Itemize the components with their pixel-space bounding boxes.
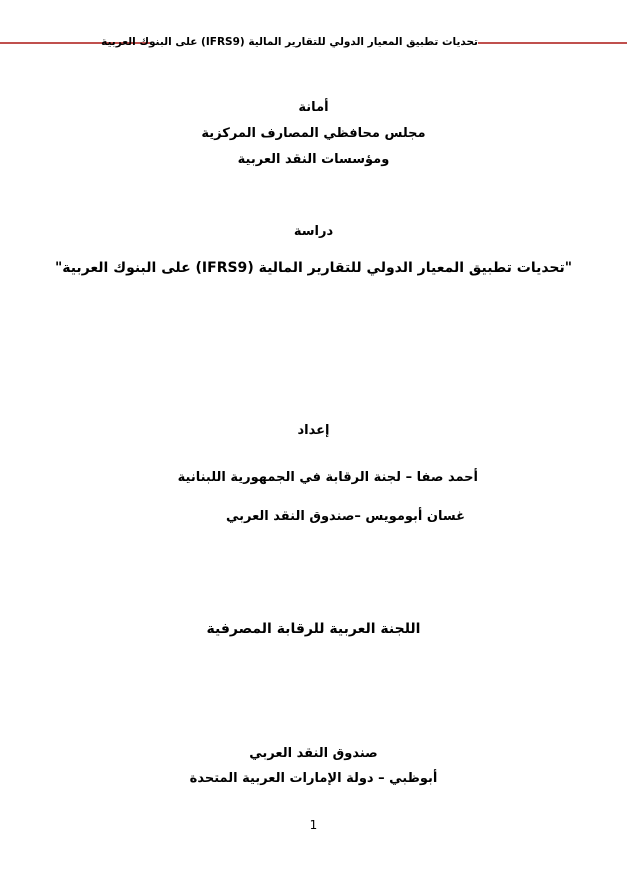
publisher-name: صندوق النقد العربي bbox=[249, 746, 378, 761]
study-title: "تحديات تطبيق المعيار الدولي للتقارير المالية (IFRS9) على البنوك العربية" bbox=[54, 260, 573, 276]
running-header: تحديات تطبيق المعيار الدولي للتقارير المالية (IFRS9) على البنوك العربية bbox=[101, 36, 478, 48]
header-rule-right bbox=[476, 42, 627, 44]
author-1: أحمد صفا – لجنة الرقابة في الجمهورية اللبنانية bbox=[177, 470, 478, 485]
study-label: دراسة bbox=[293, 224, 334, 239]
publisher-location: أبوظبي – دولة الإمارات العربية المتحدة bbox=[189, 771, 438, 786]
prepared-by-label: إعداد bbox=[297, 423, 330, 438]
council-name: مجلس محافظي المصارف المركزية bbox=[201, 126, 426, 141]
institutions-name: ومؤسسات النقد العربية bbox=[237, 152, 390, 167]
page-number: 1 bbox=[309, 818, 318, 832]
committee-name: اللجنة العربية للرقابة المصرفية bbox=[206, 621, 421, 637]
author-2: غسان أبومويس –صندوق النقد العربي bbox=[225, 509, 465, 524]
secretariat-label: أمانة bbox=[298, 100, 329, 115]
